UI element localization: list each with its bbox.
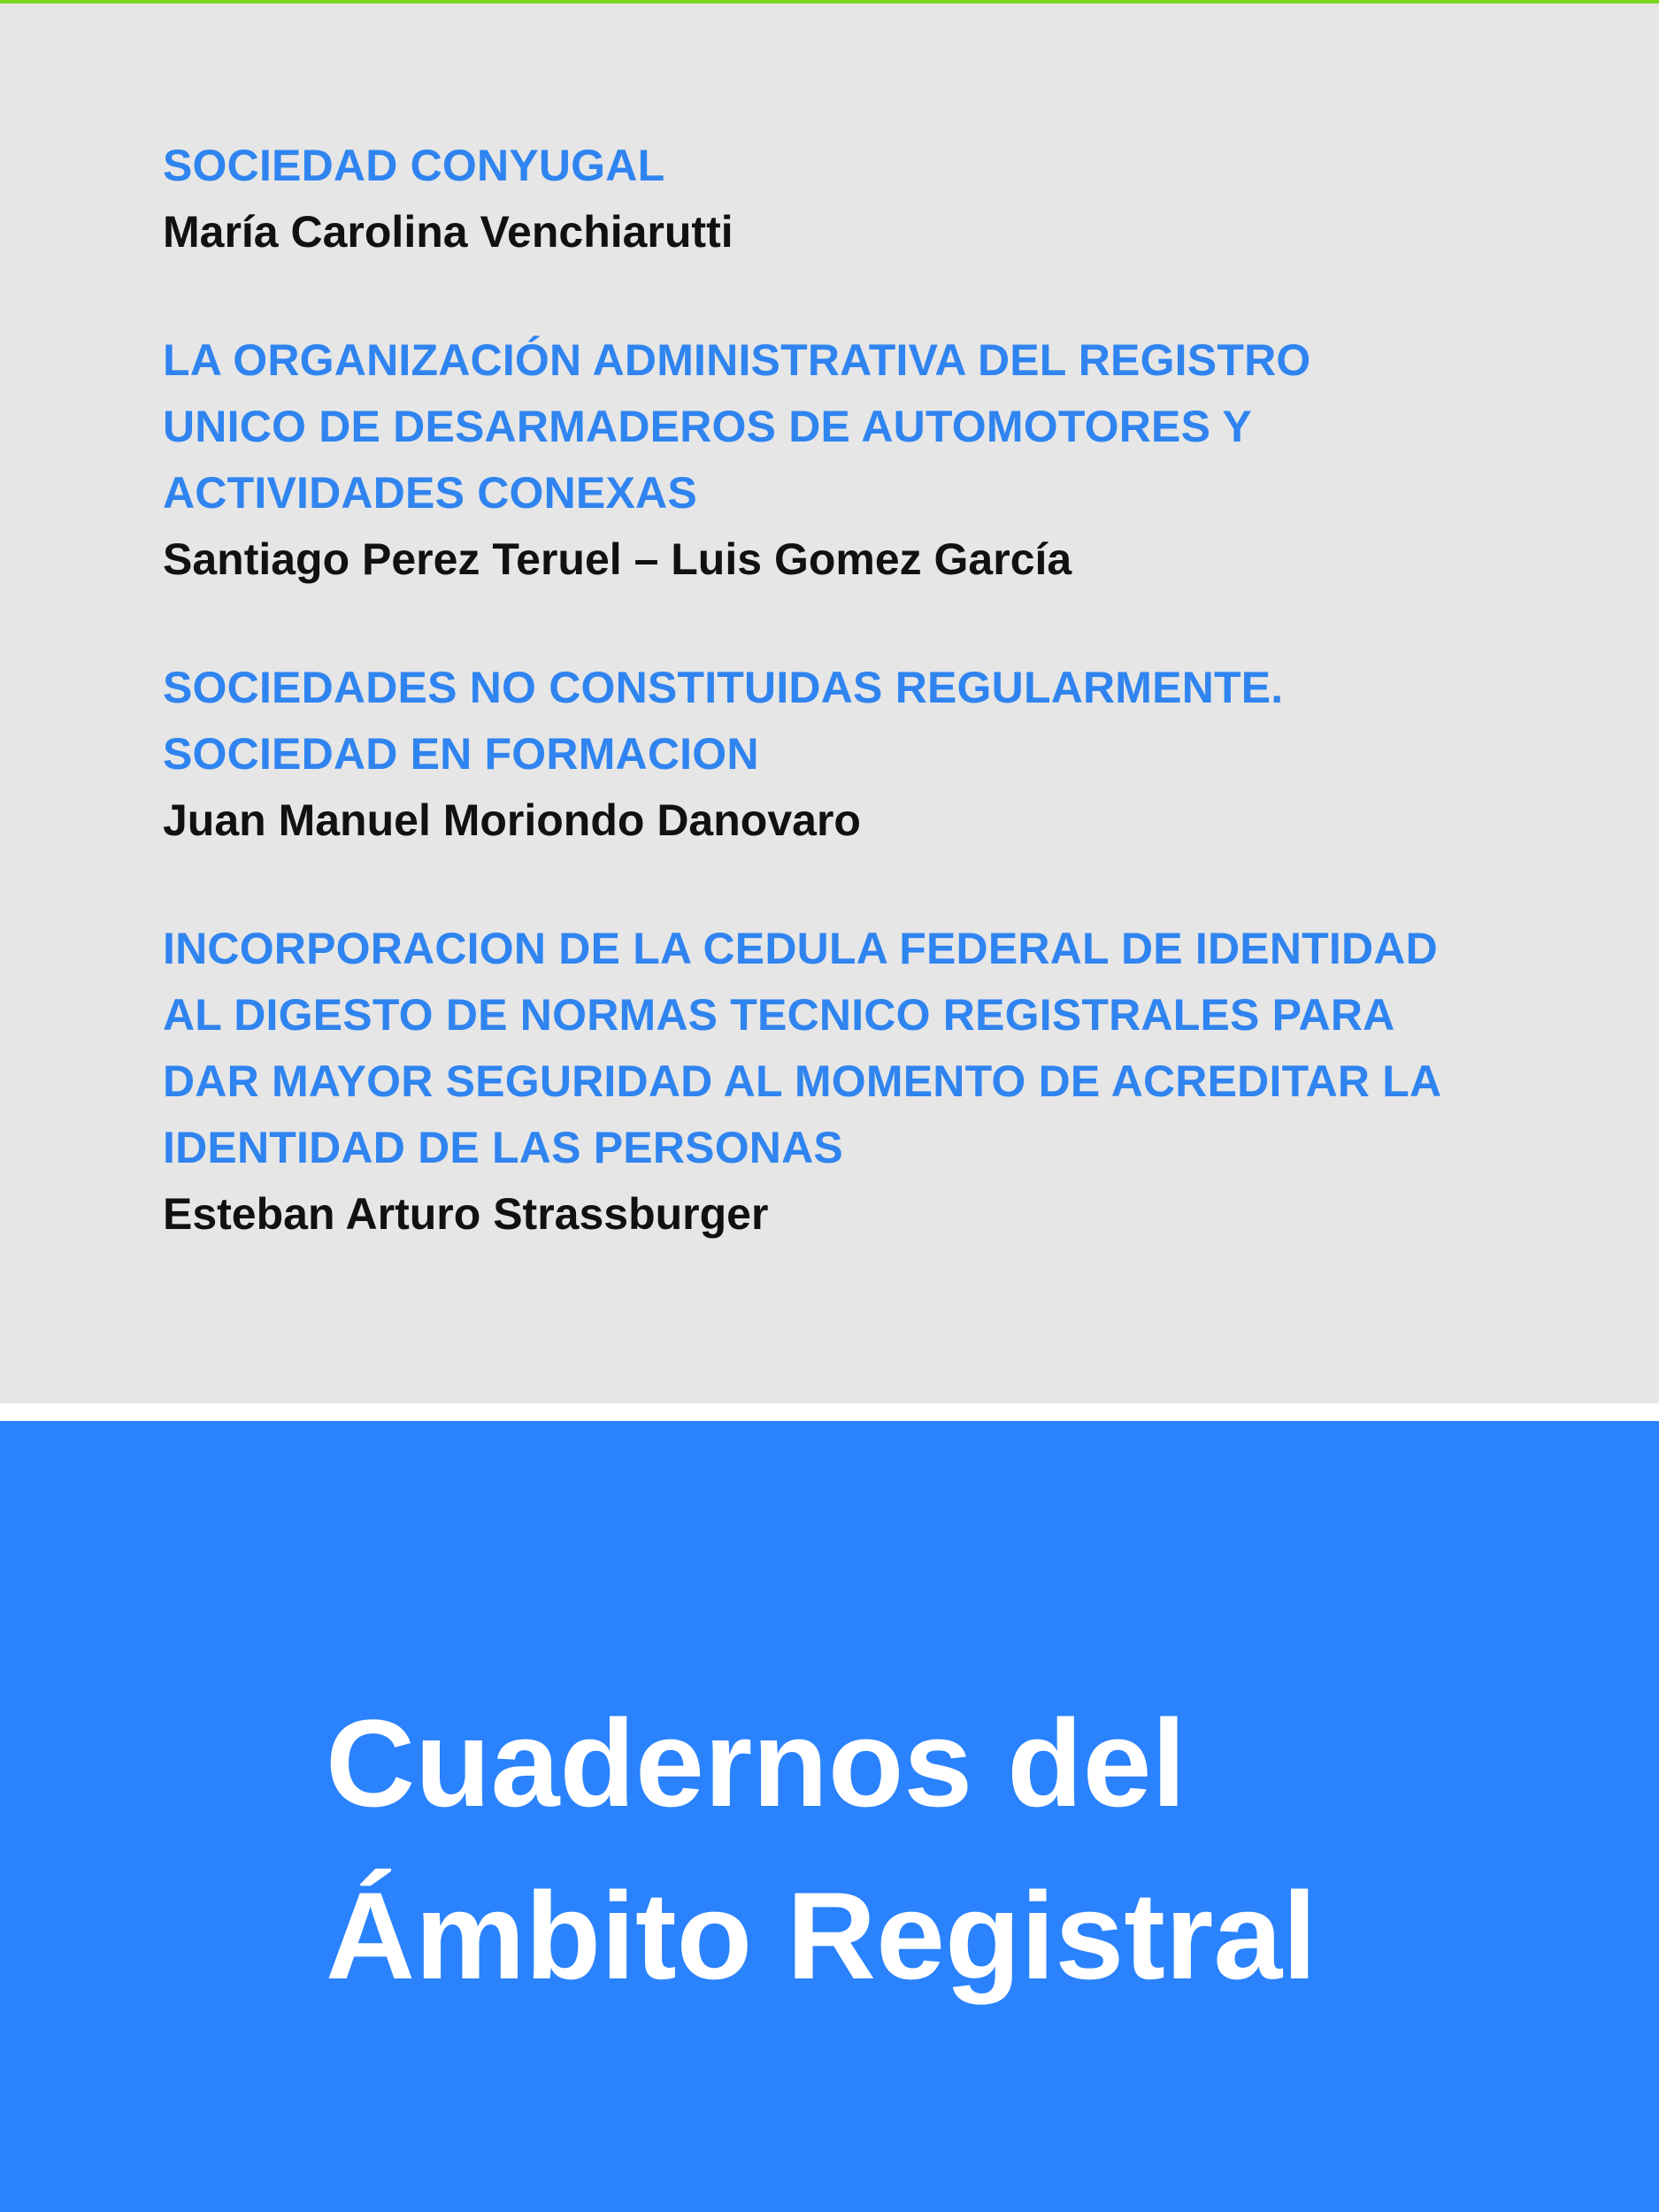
article-title xyxy=(163,327,1614,526)
article-title xyxy=(163,916,1614,1181)
article-author: Santiago Perez Teruel – Luis Gomez García xyxy=(163,534,1072,584)
article-title xyxy=(163,133,1614,199)
article-author: Esteban Arturo Strassburger xyxy=(163,1189,769,1239)
article-item xyxy=(163,133,1614,265)
article-author: María Carolina Venchiarutti xyxy=(163,207,733,257)
article-item xyxy=(163,655,1614,854)
article-title-line: AL DIGESTO DE NORMAS TECNICO REGISTRALES PARA xyxy=(163,990,1395,1040)
article-title xyxy=(163,655,1614,787)
article-title-line: SOCIEDAD EN FORMACION xyxy=(163,729,759,779)
article-author: Juan Manuel Moriondo Danovaro xyxy=(163,795,861,845)
article-title-line: LA ORGANIZACIÓN ADMINISTRATIVA DEL REGISTRO xyxy=(163,335,1311,385)
article-list xyxy=(163,133,1614,1310)
article-title-line: SOCIEDAD CONYUGAL xyxy=(163,141,665,190)
panel-divider xyxy=(0,1403,1659,1421)
article-title-line: INCORPORACION DE LA CEDULA FEDERAL DE IDENTIDAD xyxy=(163,924,1438,973)
publication-title-line: Cuadernos del xyxy=(326,1694,1187,1832)
article-title-line: ACTIVIDADES CONEXAS xyxy=(163,468,697,518)
article-item xyxy=(163,327,1614,593)
article-title-line: DAR MAYOR SEGURIDAD AL MOMENTO DE ACREDITAR LA xyxy=(163,1056,1442,1106)
article-title-line: UNICO DE DESARMADEROS DE AUTOMOTORES Y xyxy=(163,402,1252,451)
article-item xyxy=(163,916,1614,1248)
article-title-line: IDENTIDAD DE LAS PERSONAS xyxy=(163,1123,843,1172)
publication-title xyxy=(326,1677,1317,2022)
article-title-line: SOCIEDADES NO CONSTITUIDAS REGULARMENTE. xyxy=(163,663,1284,712)
publication-title-line: Ámbito Registral xyxy=(326,1866,1317,2005)
